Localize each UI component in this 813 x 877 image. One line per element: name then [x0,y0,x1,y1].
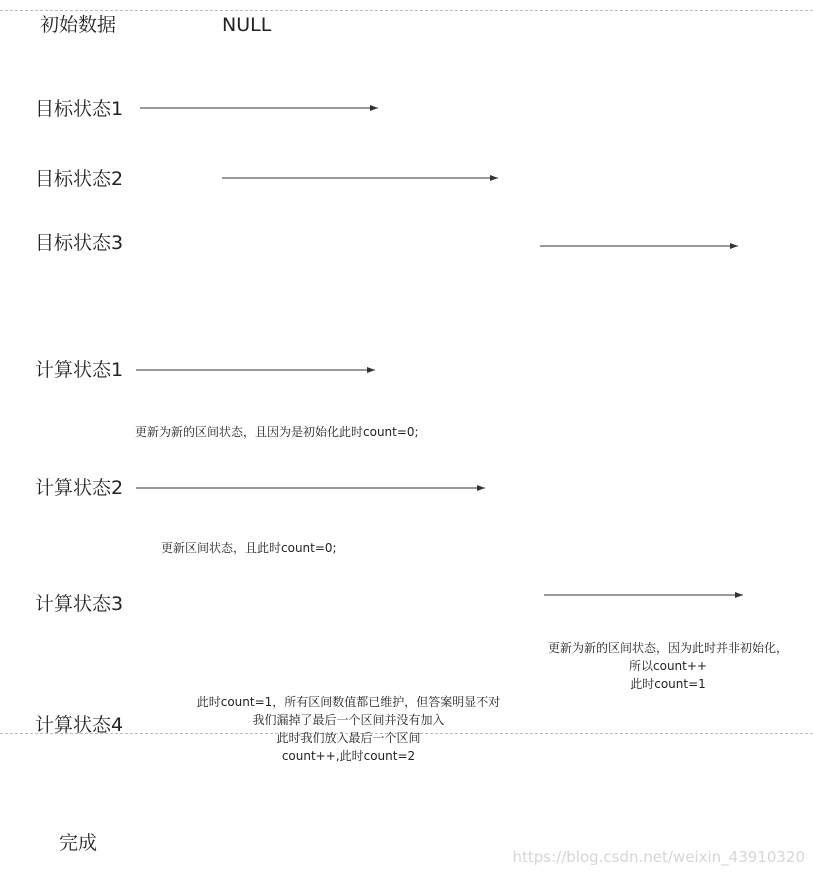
compute-2-note: 更新区间状态，且此时count=0; [161,541,337,555]
initial-data-value: NULL [222,14,272,36]
watermark: https://blog.csdn.net/weixin_43910320 [512,848,805,866]
done-label: 完成 [59,832,98,854]
target-state-1-label: 目标状态1 [35,98,124,120]
compute-4-note-line: 此时我们放入最后一个区间 [276,731,421,745]
compute-4-note-line: 此时count=1，所有区间数值都已维护，但答案明显不对 [196,695,501,709]
compute-4-note [196,693,501,765]
target-state-2-label: 目标状态2 [35,168,124,190]
target-state-3-label: 目标状态3 [35,232,124,254]
compute-state-2-label: 计算状态2 [35,477,124,499]
compute-4-note-line: count++,此时count=2 [281,749,416,763]
compute-4-note-line: 我们漏掉了最后一个区间并没有加入 [252,713,445,727]
compute-state-4-label: 计算状态4 [35,714,124,736]
initial-data-label: 初始数据 [40,14,117,36]
compute-3-note-line: 此时count=1 [630,677,706,691]
compute-3-note-line: 所以count++ [629,659,707,673]
compute-1-note: 更新为新的区间状态，且因为是初始化此时count=0; [135,425,419,439]
compute-3-note-line: 更新为新的区间状态，因为此时并非初始化， [548,641,789,655]
compute-3-note [548,639,788,693]
compute-state-1-label: 计算状态1 [35,359,124,381]
compute-state-3-label: 计算状态3 [35,593,124,615]
